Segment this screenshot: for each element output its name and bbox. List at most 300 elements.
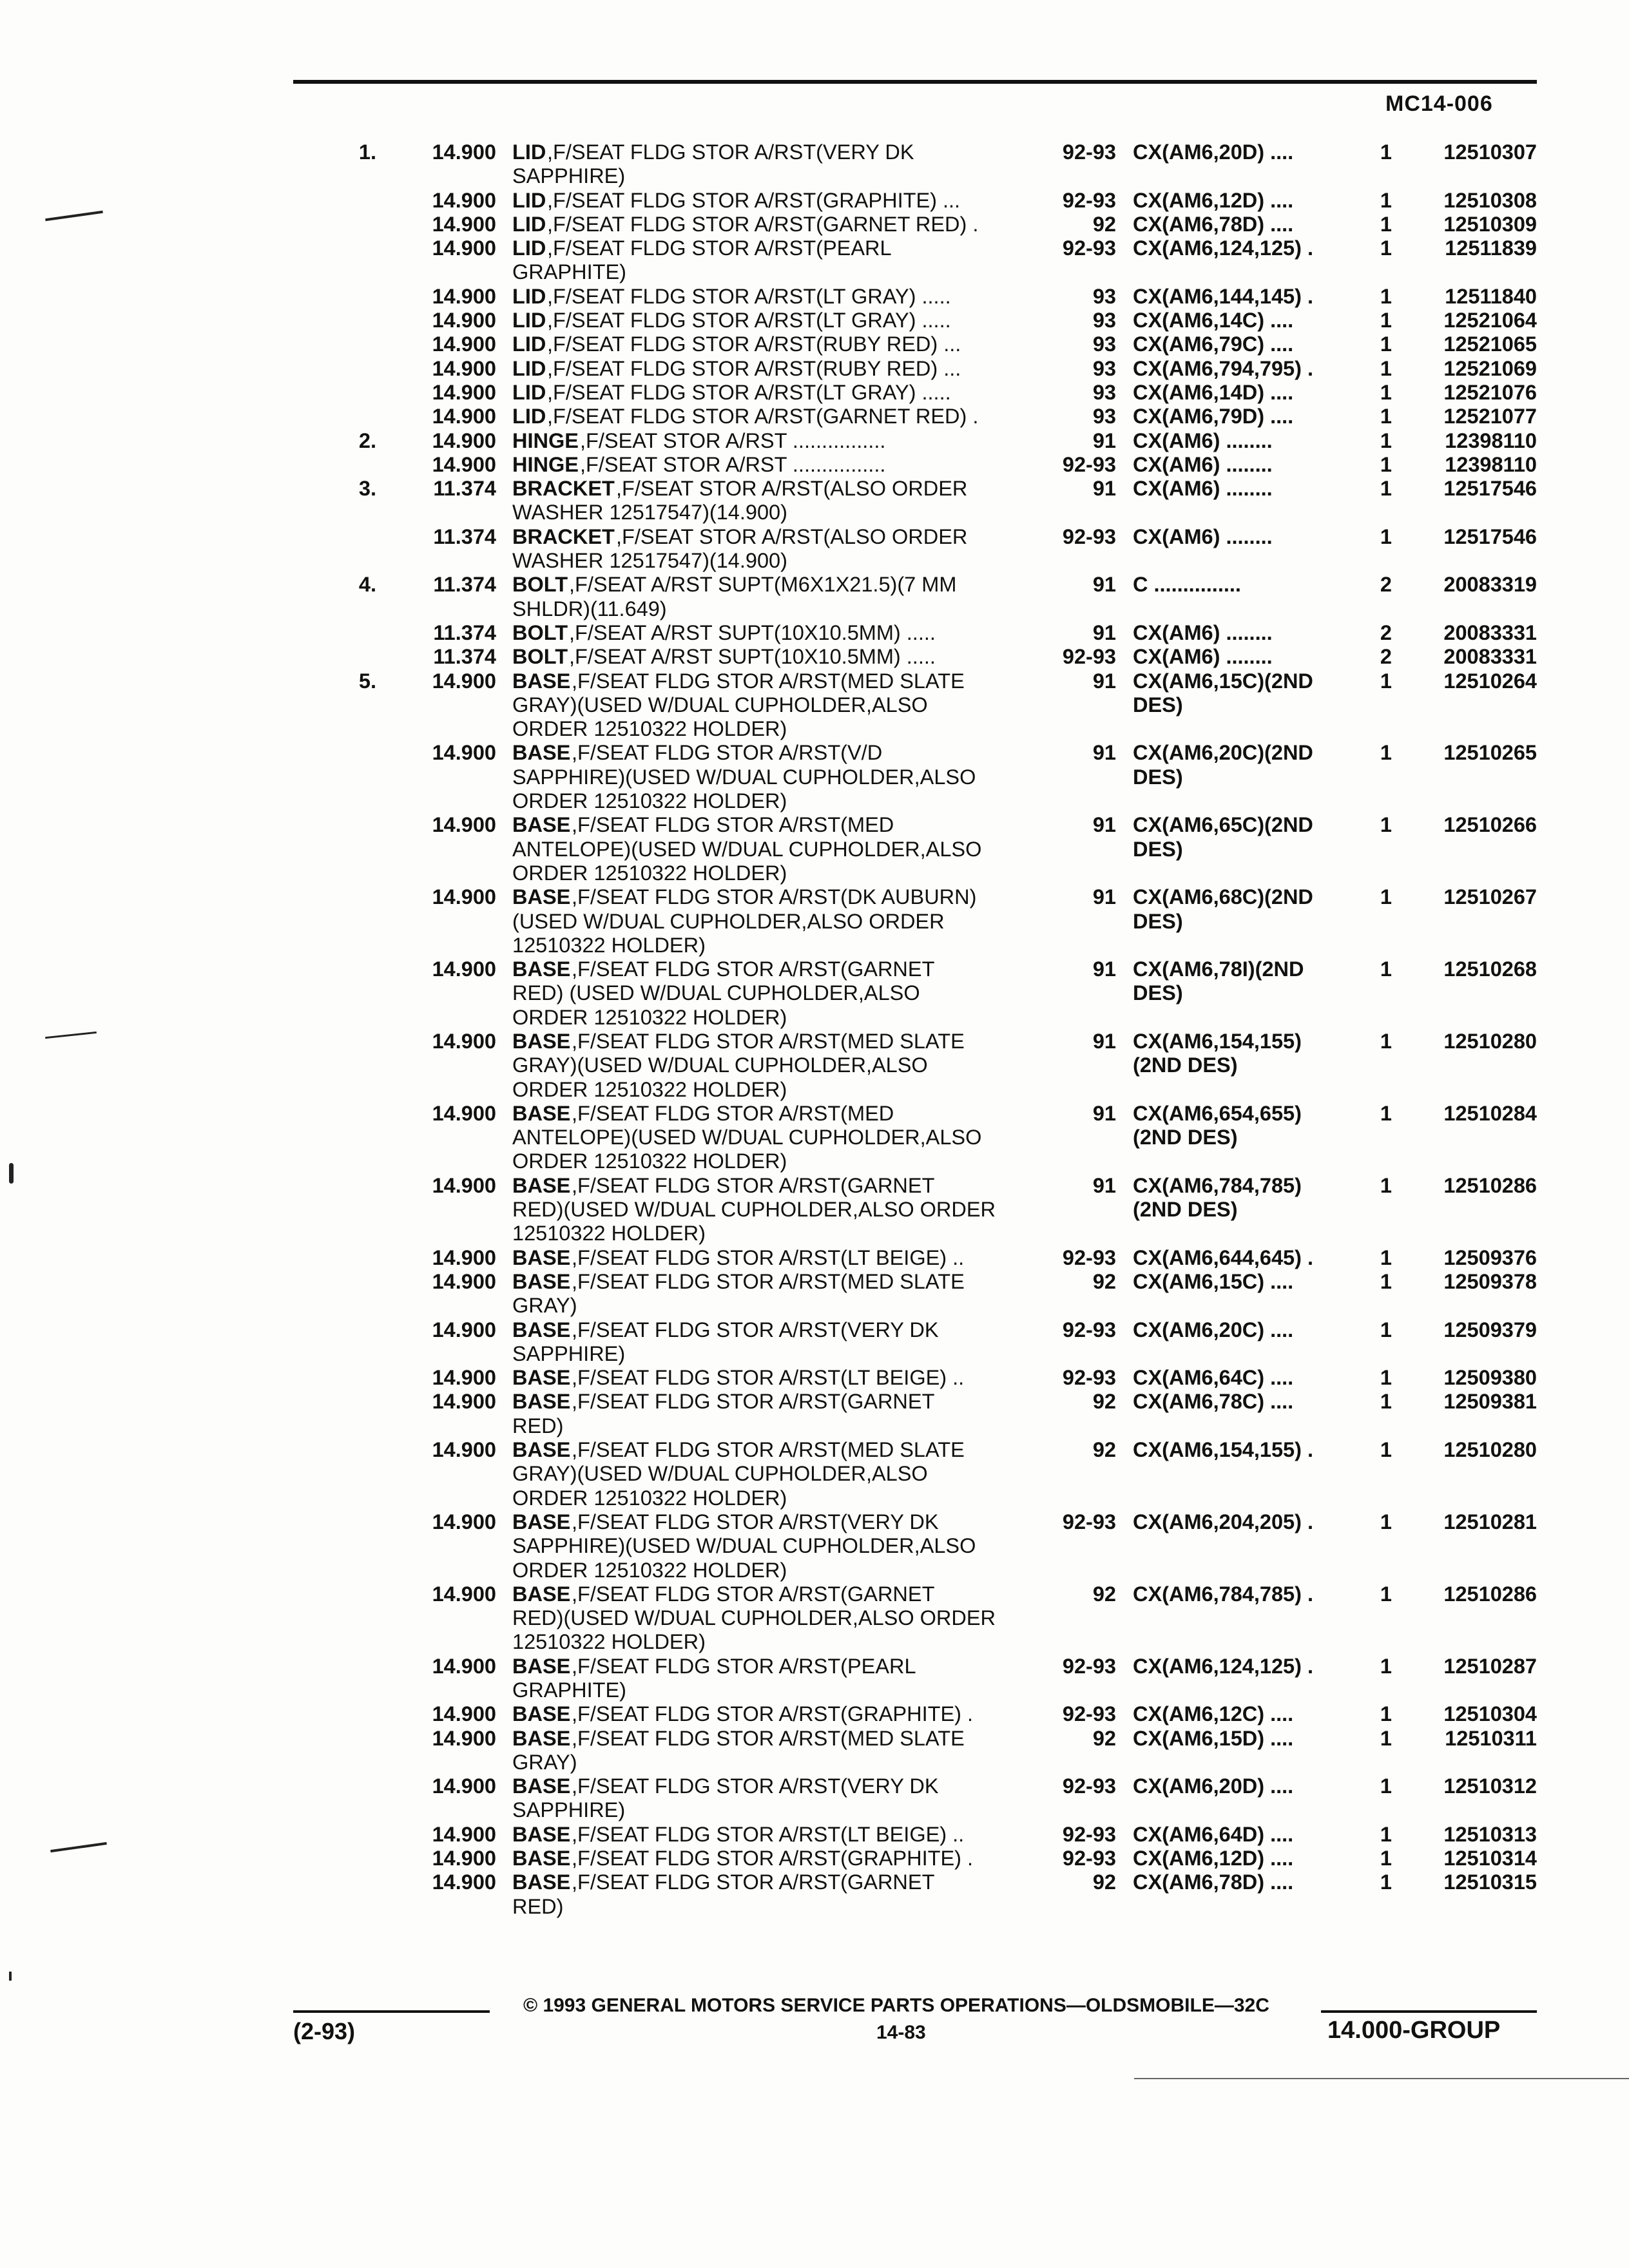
scan-mark (9, 1163, 14, 1184)
model-years: 92 (1092, 1438, 1116, 1462)
group-number: 14.900 (432, 1774, 496, 1798)
part-name: BOLT (512, 573, 568, 597)
quantity: 1 (1380, 813, 1392, 837)
part-name: BASE (512, 1847, 571, 1870)
model-years: 92-93 (1062, 1654, 1116, 1678)
part-number: 12510308 (1443, 188, 1537, 212)
quantity: 1 (1380, 1366, 1392, 1390)
quantity: 1 (1380, 405, 1392, 428)
quantity: 1 (1380, 957, 1392, 981)
application: CX(AM6,79D) .... (1133, 405, 1294, 428)
part-name: BASE (512, 1438, 571, 1462)
parts-row (0, 525, 1629, 549)
parts-row (0, 309, 1629, 332)
quantity: 1 (1380, 380, 1392, 404)
parts-row (0, 213, 1629, 236)
parts-row (0, 405, 1629, 428)
part-description: ,F/SEAT FLDG STOR A/RST(LT GRAY) ..... (547, 284, 951, 308)
part-name: BASE (512, 1510, 571, 1533)
part-description-continued: WASHER 12517547)(14.900) (512, 501, 787, 524)
part-description-continued: GRAY)(USED W/DUAL CUPHOLDER,ALSO (512, 1053, 928, 1077)
illustration-key: 4. (358, 573, 376, 597)
part-description-continued: RED)(USED W/DUAL CUPHOLDER,ALSO ORDER (512, 1198, 996, 1222)
part-number: 12510280 (1443, 1029, 1537, 1053)
group-number: 14.900 (432, 405, 496, 428)
quantity: 1 (1380, 428, 1392, 452)
part-number: 12510281 (1443, 1510, 1537, 1533)
application: CX(AM6,15C)(2ND (1133, 669, 1313, 693)
part-description: ,F/SEAT STOR A/RST(ALSO ORDER (616, 477, 968, 501)
footer-rule-left (293, 2010, 490, 2013)
application: CX(AM6) ........ (1133, 524, 1273, 548)
model-years: 92-93 (1062, 1822, 1116, 1846)
part-name: BRACKET (512, 524, 615, 548)
quantity: 1 (1380, 1173, 1392, 1197)
model-years: 92-93 (1062, 1774, 1116, 1798)
parts-row (0, 1366, 1629, 1390)
application-continued: DES) (1133, 981, 1183, 1005)
parts-row (0, 429, 1629, 453)
group-number: 11.374 (433, 645, 496, 669)
part-name: BASE (512, 1702, 571, 1726)
application: CX(AM6,124,125) . (1133, 1654, 1313, 1678)
application: CX(AM6,644,645) . (1133, 1245, 1313, 1269)
part-name: LID (512, 332, 546, 356)
group-number: 14.900 (432, 284, 496, 308)
part-description: ,F/SEAT STOR A/RST(ALSO ORDER (616, 524, 968, 548)
parts-row (0, 1174, 1629, 1198)
part-description-continued: RED) (USED W/DUAL CUPHOLDER,ALSO (512, 981, 920, 1005)
quantity: 1 (1380, 1029, 1392, 1053)
application: CX(AM6,124,125) . (1133, 236, 1313, 260)
quantity: 1 (1380, 741, 1392, 765)
part-name: BASE (512, 1582, 571, 1606)
application: CX(AM6,784,785) . (1133, 1582, 1313, 1606)
part-description: ,F/SEAT FLDG STOR A/RST(LT BEIGE) .. (572, 1245, 965, 1269)
parts-row-continuation (0, 1078, 1629, 1102)
application: CX(AM6) ........ (1133, 645, 1273, 669)
group-number: 14.900 (432, 1726, 496, 1750)
part-name: BASE (512, 1366, 571, 1390)
application: CX(AM6) ........ (1133, 477, 1273, 501)
parts-row-continuation (0, 981, 1629, 1005)
part-description: ,F/SEAT FLDG STOR A/RST(GRAPHITE) ... (547, 188, 961, 212)
illustration-key: 2. (358, 428, 376, 452)
quantity: 1 (1380, 188, 1392, 212)
part-number: 12510268 (1443, 957, 1537, 981)
part-number: 12509380 (1443, 1366, 1537, 1390)
parts-row (0, 1727, 1629, 1751)
group-number: 14.900 (432, 188, 496, 212)
quantity: 1 (1380, 140, 1392, 164)
part-description-continued: SAPPHIRE)(USED W/DUAL CUPHOLDER,ALSO (512, 1534, 976, 1558)
illustration-key: 1. (358, 140, 376, 164)
parts-row-continuation (0, 717, 1629, 741)
group-number: 11.374 (433, 524, 496, 548)
application-continued: DES) (1133, 765, 1183, 789)
part-name: BASE (512, 1870, 571, 1894)
part-description-continued: 12510322 HOLDER) (512, 933, 706, 957)
group-number: 14.900 (432, 356, 496, 380)
model-years: 93 (1092, 380, 1116, 404)
part-description: ,F/SEAT FLDG STOR A/RST(PEARL (547, 236, 892, 260)
part-description: ,F/SEAT A/RST SUPT(M6X1X21.5)(7 MM (569, 573, 957, 597)
parts-row-continuation (0, 838, 1629, 861)
part-description-continued: SAPPHIRE) (512, 1798, 626, 1822)
model-years: 92 (1092, 1390, 1116, 1414)
model-years: 91 (1092, 669, 1116, 693)
part-number: 12510286 (1443, 1582, 1537, 1606)
part-number: 12510315 (1443, 1870, 1537, 1894)
application: CX(AM6,784,785) (1133, 1173, 1302, 1197)
model-years: 92-93 (1062, 1318, 1116, 1341)
part-description: ,F/SEAT FLDG STOR A/RST(LT BEIGE) .. (572, 1822, 965, 1846)
parts-row-continuation (0, 1534, 1629, 1558)
application: CX(AM6,20C)(2ND (1133, 741, 1313, 765)
part-name: LID (512, 284, 546, 308)
part-name: BOLT (512, 645, 568, 669)
part-description-continued: SAPPHIRE) (512, 1341, 626, 1365)
model-years: 91 (1092, 573, 1116, 597)
part-description: ,F/SEAT FLDG STOR A/RST(MED (572, 1101, 894, 1125)
parts-row-continuation (0, 1486, 1629, 1510)
part-name: BASE (512, 1390, 571, 1414)
part-description: ,F/SEAT FLDG STOR A/RST(MED SLATE (572, 1726, 965, 1750)
part-description: ,F/SEAT FLDG STOR A/RST(GRAPHITE) . (572, 1847, 974, 1870)
part-number: 12509376 (1443, 1245, 1537, 1269)
part-description: ,F/SEAT FLDG STOR A/RST(LT GRAY) ..... (547, 309, 951, 332)
part-name: BASE (512, 957, 571, 981)
page-number: 14-83 (876, 2022, 926, 2043)
part-number: 12517546 (1443, 477, 1537, 501)
group-number: 14.900 (432, 332, 496, 356)
group-number: 14.900 (432, 1438, 496, 1462)
quantity: 1 (1380, 309, 1392, 332)
part-name: LID (512, 188, 546, 212)
application: CX(AM6,14D) .... (1133, 380, 1294, 404)
group-number: 14.900 (432, 1702, 496, 1726)
part-name: LID (512, 140, 546, 164)
application: CX(AM6,78D) .... (1133, 212, 1294, 236)
part-number: 12517546 (1443, 524, 1537, 548)
parts-row (0, 477, 1629, 501)
model-years: 92-93 (1062, 524, 1116, 548)
part-description-continued: GRAY) (512, 1294, 577, 1318)
model-years: 91 (1092, 957, 1116, 981)
part-number: 20083331 (1443, 645, 1537, 669)
parts-row-continuation (0, 1630, 1629, 1654)
quantity: 1 (1380, 1822, 1392, 1846)
part-description-continued: ANTELOPE)(USED W/DUAL CUPHOLDER,ALSO (512, 837, 982, 861)
quantity: 1 (1380, 1245, 1392, 1269)
part-description: ,F/SEAT FLDG STOR A/RST(PEARL (572, 1654, 916, 1678)
part-description: ,F/SEAT FLDG STOR A/RST(MED SLATE (572, 669, 965, 693)
model-years: 92 (1092, 212, 1116, 236)
application-continued: (2ND DES) (1133, 1126, 1238, 1149)
quantity: 1 (1380, 332, 1392, 356)
part-description: ,F/SEAT A/RST SUPT(10X10.5MM) ..... (569, 620, 936, 644)
part-description-continued: SHLDR)(11.649) (512, 597, 667, 620)
scan-edge-line (1134, 2078, 1629, 2079)
parts-row (0, 669, 1629, 693)
parts-row (0, 885, 1629, 909)
parts-row (0, 1702, 1629, 1726)
group-number: 14.900 (432, 1822, 496, 1846)
part-description: ,F/SEAT FLDG STOR A/RST(RUBY RED) ... (547, 356, 961, 380)
model-years: 91 (1092, 741, 1116, 765)
part-number: 12510284 (1443, 1101, 1537, 1125)
quantity: 1 (1380, 1390, 1392, 1414)
parts-row (0, 1102, 1629, 1126)
part-description: ,F/SEAT FLDG STOR A/RST(GARNET RED) . (547, 212, 979, 236)
part-description-continued: RED) (512, 1414, 564, 1437)
parts-row (0, 813, 1629, 837)
part-name: LID (512, 236, 546, 260)
parts-row (0, 1318, 1629, 1342)
quantity: 1 (1380, 669, 1392, 693)
header-rule (293, 80, 1537, 84)
part-number: 12510264 (1443, 669, 1537, 693)
group-number: 14.900 (432, 309, 496, 332)
model-years: 92 (1092, 1269, 1116, 1293)
part-description: ,F/SEAT A/RST SUPT(10X10.5MM) ..... (569, 645, 936, 669)
quantity: 1 (1380, 1510, 1392, 1533)
application: CX(AM6,154,155) . (1133, 1438, 1313, 1462)
quantity: 1 (1380, 212, 1392, 236)
footer-rule-right (1321, 2010, 1537, 2013)
part-name: BASE (512, 1029, 571, 1053)
part-description: ,F/SEAT FLDG STOR A/RST(V/D (572, 741, 883, 765)
part-name: HINGE (512, 452, 579, 476)
model-years: 93 (1092, 405, 1116, 428)
application: CX(AM6,78C) .... (1133, 1390, 1294, 1414)
parts-row-continuation (0, 1414, 1629, 1438)
model-years: 92-93 (1062, 1510, 1116, 1533)
group-number: 11.374 (433, 477, 496, 501)
application: CX(AM6,15D) .... (1133, 1726, 1294, 1750)
part-description-continued: GRAY)(USED W/DUAL CUPHOLDER,ALSO (512, 693, 928, 716)
model-years: 92 (1092, 1726, 1116, 1750)
parts-row-continuation (0, 1198, 1629, 1222)
group-number: 14.900 (432, 1101, 496, 1125)
parts-row-continuation (0, 1606, 1629, 1630)
part-description: ,F/SEAT FLDG STOR A/RST(GARNET (572, 1870, 935, 1894)
part-number: 12510314 (1443, 1847, 1537, 1870)
parts-row-continuation (0, 1126, 1629, 1149)
part-description: ,F/SEAT FLDG STOR A/RST(GRAPHITE) . (572, 1702, 974, 1726)
part-number: 12510267 (1443, 885, 1537, 909)
part-number: 12510280 (1443, 1438, 1537, 1462)
part-number: 20083331 (1443, 620, 1537, 644)
part-description-continued: ANTELOPE)(USED W/DUAL CUPHOLDER,ALSO (512, 1126, 982, 1149)
part-description-continued: ORDER 12510322 HOLDER) (512, 1486, 787, 1510)
part-name: BASE (512, 1318, 571, 1341)
application: CX(AM6,78D) .... (1133, 1870, 1294, 1894)
group-number: 14.900 (432, 1847, 496, 1870)
quantity: 2 (1380, 645, 1392, 669)
application: CX(AM6,15C) .... (1133, 1269, 1294, 1293)
parts-row (0, 1655, 1629, 1678)
model-years: 92-93 (1062, 188, 1116, 212)
parts-row-continuation (0, 1222, 1629, 1245)
parts-row (0, 1438, 1629, 1462)
group-number: 14.900 (432, 452, 496, 476)
parts-row (0, 1270, 1629, 1294)
application: CX(AM6,154,155) (1133, 1029, 1302, 1053)
part-description-continued: GRAPHITE) (512, 1678, 626, 1702)
part-number: 12511840 (1445, 284, 1537, 308)
part-description: ,F/SEAT FLDG STOR A/RST(VERY DK (547, 140, 914, 164)
part-description: ,F/SEAT FLDG STOR A/RST(GARNET (572, 1173, 935, 1197)
part-number: 12510266 (1443, 813, 1537, 837)
quantity: 1 (1380, 885, 1392, 909)
part-number: 12509378 (1443, 1269, 1537, 1293)
part-description-continued: WASHER 12517547)(14.900) (512, 549, 787, 573)
application: CX(AM6,20D) .... (1133, 1774, 1294, 1798)
part-number: 12510307 (1443, 140, 1537, 164)
model-years: 93 (1092, 356, 1116, 380)
model-years: 92-93 (1062, 1702, 1116, 1726)
parts-row (0, 645, 1629, 669)
part-number: 12510286 (1443, 1173, 1537, 1197)
parts-row (0, 453, 1629, 477)
part-number: 12510287 (1443, 1654, 1537, 1678)
application: CX(AM6,144,145) . (1133, 284, 1313, 308)
application: CX(AM6,12C) .... (1133, 1702, 1294, 1726)
group-number: 11.374 (433, 573, 496, 597)
part-description-continued: ORDER 12510322 HOLDER) (512, 1005, 787, 1029)
part-description-continued: GRAY) (512, 1750, 577, 1774)
part-description-continued: ORDER 12510322 HOLDER) (512, 1149, 787, 1173)
parts-row (0, 573, 1629, 597)
group-number: 14.900 (432, 1029, 496, 1053)
model-years: 91 (1092, 1101, 1116, 1125)
quantity: 1 (1380, 1726, 1392, 1750)
parts-row (0, 357, 1629, 381)
part-number: 20083319 (1443, 573, 1537, 597)
part-description: ,F/SEAT FLDG STOR A/RST(RUBY RED) ... (547, 332, 961, 356)
application: CX(AM6,12D) .... (1133, 188, 1294, 212)
parts-row-continuation (0, 1294, 1629, 1318)
quantity: 1 (1380, 1318, 1392, 1341)
part-name: BASE (512, 669, 571, 693)
model-years: 91 (1092, 1173, 1116, 1197)
part-name: LID (512, 380, 546, 404)
model-years: 93 (1092, 284, 1116, 308)
quantity: 1 (1380, 1870, 1392, 1894)
model-years: 92-93 (1062, 236, 1116, 260)
parts-list (0, 140, 1629, 1919)
part-number: 12511839 (1445, 236, 1537, 260)
group-number: 14.900 (432, 1173, 496, 1197)
parts-row (0, 189, 1629, 213)
part-number: 12510313 (1443, 1822, 1537, 1846)
part-number: 12510311 (1445, 1726, 1537, 1750)
group-number: 14.900 (432, 1870, 496, 1894)
application: CX(AM6,79C) .... (1133, 332, 1294, 356)
application: CX(AM6,68C)(2ND (1133, 885, 1313, 909)
part-number: 12521077 (1443, 405, 1537, 428)
part-description: ,F/SEAT FLDG STOR A/RST(MED SLATE (572, 1269, 965, 1293)
part-number: 12521064 (1443, 309, 1537, 332)
part-name: BASE (512, 1269, 571, 1293)
parts-row-continuation (0, 1342, 1629, 1366)
parts-row-continuation (0, 934, 1629, 957)
part-description: ,F/SEAT FLDG STOR A/RST(LT BEIGE) .. (572, 1366, 965, 1390)
parts-row (0, 1246, 1629, 1270)
part-number: 12509379 (1443, 1318, 1537, 1341)
parts-row (0, 1774, 1629, 1798)
parts-row (0, 381, 1629, 405)
application: CX(AM6) ........ (1133, 620, 1273, 644)
quantity: 1 (1380, 356, 1392, 380)
quantity: 1 (1380, 1774, 1392, 1798)
part-name: BASE (512, 1822, 571, 1846)
quantity: 1 (1380, 1101, 1392, 1125)
application-continued: (2ND DES) (1133, 1053, 1238, 1077)
model-years: 91 (1092, 428, 1116, 452)
part-number: 12521069 (1443, 356, 1537, 380)
part-name: BRACKET (512, 477, 615, 501)
application: CX(AM6,654,655) (1133, 1101, 1302, 1125)
part-name: BOLT (512, 620, 568, 644)
group-number: 14.900 (432, 885, 496, 909)
part-description: ,F/SEAT FLDG STOR A/RST(VERY DK (572, 1510, 939, 1533)
part-description-continued: SAPPHIRE) (512, 164, 626, 188)
application-continued: DES) (1133, 693, 1183, 716)
part-name: BASE (512, 813, 571, 837)
parts-row-continuation (0, 597, 1629, 621)
part-name: LID (512, 356, 546, 380)
application: CX(AM6,794,795) . (1133, 356, 1313, 380)
part-name: BASE (512, 1726, 571, 1750)
quantity: 1 (1380, 1438, 1392, 1462)
parts-row (0, 1030, 1629, 1053)
model-years: 92-93 (1062, 1847, 1116, 1870)
part-description-continued: (USED W/DUAL CUPHOLDER,ALSO ORDER (512, 909, 945, 933)
parts-row (0, 1870, 1629, 1894)
part-description-continued: RED)(USED W/DUAL CUPHOLDER,ALSO ORDER (512, 1606, 996, 1630)
quantity: 1 (1380, 1269, 1392, 1293)
application: CX(AM6,78I)(2ND (1133, 957, 1304, 981)
parts-row-continuation (0, 789, 1629, 813)
quantity: 1 (1380, 1654, 1392, 1678)
application: CX(AM6) ........ (1133, 452, 1273, 476)
application: CX(AM6,12D) .... (1133, 1847, 1294, 1870)
part-number: 12510304 (1443, 1702, 1537, 1726)
part-number: 12398110 (1445, 452, 1537, 476)
group-number: 14.900 (432, 669, 496, 693)
parts-row-continuation (0, 1149, 1629, 1173)
model-years: 91 (1092, 1029, 1116, 1053)
parts-row-continuation (0, 164, 1629, 188)
model-years: 93 (1092, 332, 1116, 356)
group-number: 11.374 (433, 620, 496, 644)
parts-row-continuation (0, 910, 1629, 934)
parts-row-continuation (0, 260, 1629, 284)
model-years: 92 (1092, 1870, 1116, 1894)
parts-row (0, 741, 1629, 765)
part-name: BASE (512, 1245, 571, 1269)
parts-row (0, 957, 1629, 981)
part-description: ,F/SEAT FLDG STOR A/RST(GARNET (572, 1390, 935, 1414)
part-description: ,F/SEAT FLDG STOR A/RST(GARNET RED) . (547, 405, 979, 428)
parts-row (0, 1847, 1629, 1870)
group-number: 14.900 (432, 428, 496, 452)
group-number: 14.900 (432, 236, 496, 260)
parts-row (0, 1390, 1629, 1414)
application: CX(AM6,64C) .... (1133, 1366, 1294, 1390)
